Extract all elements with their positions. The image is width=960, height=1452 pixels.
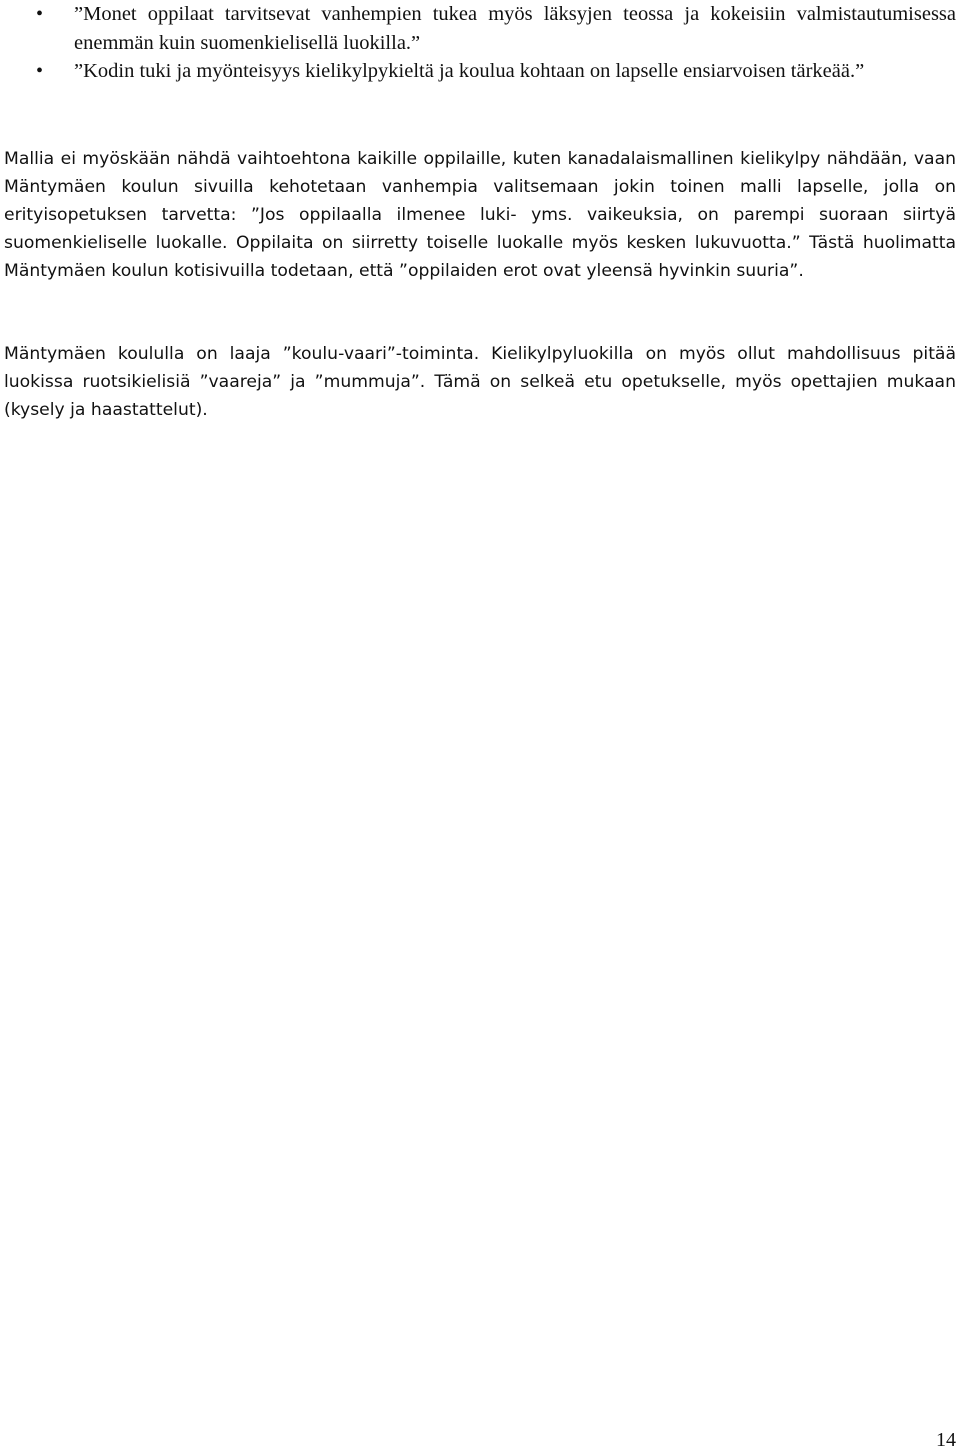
page-number: 14 xyxy=(936,1429,956,1451)
bullet-text: ”Monet oppilaat tarvitsevat vanhempien tukea myös läksyjen teossa ja kokeisiin valmistautumisessa enemmän kuin suomenkielisellä luokilla.” xyxy=(74,3,956,54)
bullet-text: ”Kodin tuki ja myönteisyys kielikylpykieltä ja koulua kohtaan on lapselle ensiarvoisen tärkeää.” xyxy=(74,60,865,82)
body-paragraph: Mäntymäen koululla on laaja ”koulu-vaari”-toiminta. Kielikylpyluokilla on myös ollut mahdollisuus pitää luokissa ruotsikielisiä ”vaareja” ja ”mummuja”. Tämä on selkeä etu opetukselle, myös opettajien mukaan (kysely ja haastattelut). xyxy=(4,344,956,420)
bullet-item xyxy=(36,0,956,57)
quote-bullet-list xyxy=(36,0,956,86)
body-paragraph: Mallia ei myöskään nähdä vaihtoehtona kaikille oppilaille, kuten kanadalaismallinen kielikylpy nähdään, vaan Mäntymäen koulun sivuilla kehotetaan vanhempia valitsemaan jokin toinen malli lapselle, jolla on erityisopetuksen tarvetta: ”Jos oppilaalla ilmenee luki- yms. vaikeuksia, on parempi suoraan siirtyä suomenkieliselle luokalle. Oppilaita on siirretty toiselle luokalle myös kesken lukuvuotta.” Tästä huolimatta Mäntymäen koulun kotisivuilla todetaan, että ”oppilaiden erot ovat yleensä hyvinkin suuria”. xyxy=(4,149,956,281)
bullet-item xyxy=(36,57,956,86)
bullet-marker: • xyxy=(36,3,44,25)
bullet-marker: • xyxy=(36,60,44,82)
